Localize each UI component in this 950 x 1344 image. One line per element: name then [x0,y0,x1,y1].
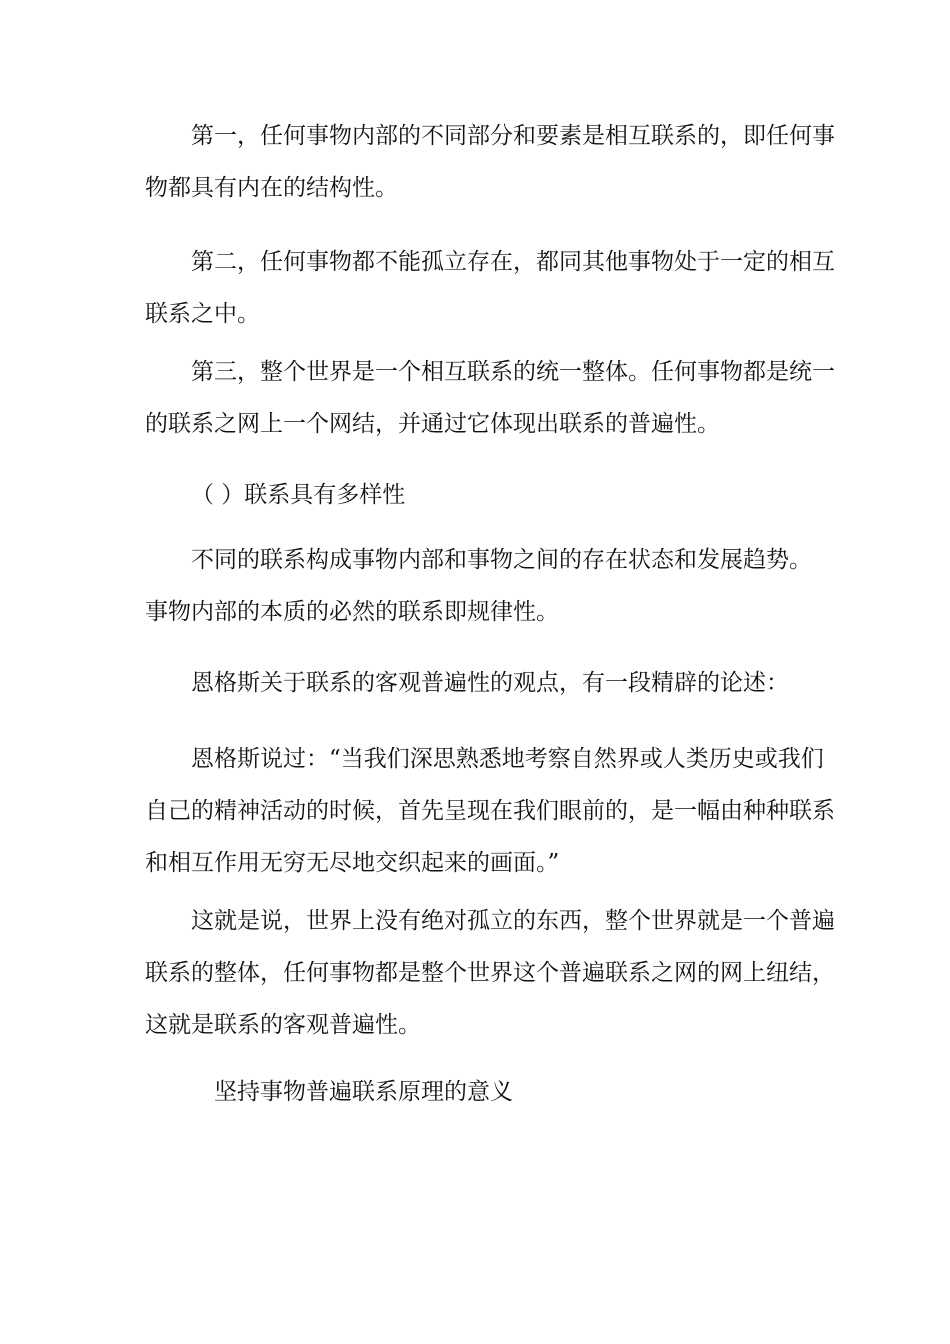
text-line: 恩格斯说过：“当我们深思熟悉地考察自然界或人类历史或我们 [191,746,824,772]
paragraph-second-point [145,236,835,340]
text-line: 和相互作用无穷无尽地交织起来的画面。” [145,850,560,876]
text-line: 第一，任何事物内部的不同部分和要素是相互联系的，即任何事 [191,123,835,149]
heading-text: （ ）联系具有多样性 [191,482,406,508]
text-line: 不同的联系构成事物内部和事物之间的存在状态和发展趋势。 [191,547,812,573]
paragraph-diversity [145,534,813,638]
text-line: 事物内部的本质的必然的联系即规律性。 [145,599,559,625]
paragraph-engels-quote [145,733,835,889]
text-line: 恩格斯关于联系的客观普遍性的观点，有一段精辟的论述： [191,670,789,696]
text-line: 第三，整个世界是一个相互联系的统一整体。任何事物都是统一 [191,359,835,385]
section-heading-significance [214,1066,513,1118]
heading-text: 坚持事物普遍联系原理的意义 [214,1079,513,1105]
paragraph-third-point [145,346,835,450]
text-line: 自己的精神活动的时候，首先呈现在我们眼前的，是一幅由种种联系 [145,798,835,824]
text-line: 物都具有内在的结构性。 [145,175,398,201]
paragraph-first-point [145,110,835,214]
section-heading-diversity [191,469,405,521]
paragraph-engels-intro [145,657,813,709]
text-line: 第二，任何事物都不能孤立存在，都同其他事物处于一定的相互 [191,249,835,275]
text-line: 这就是说，世界上没有绝对孤立的东西，整个世界就是一个普遍 [191,908,835,934]
text-line: 联系的整体，任何事物都是整个世界这个普遍联系之网的网上纽结， [145,960,835,986]
text-line: 的联系之网上一个网结，并通过它体现出联系的普遍性。 [145,411,720,437]
text-line: 联系之中。 [145,301,260,327]
text-line: 这就是联系的客观普遍性。 [145,1012,421,1038]
paragraph-conclusion [145,895,835,1051]
